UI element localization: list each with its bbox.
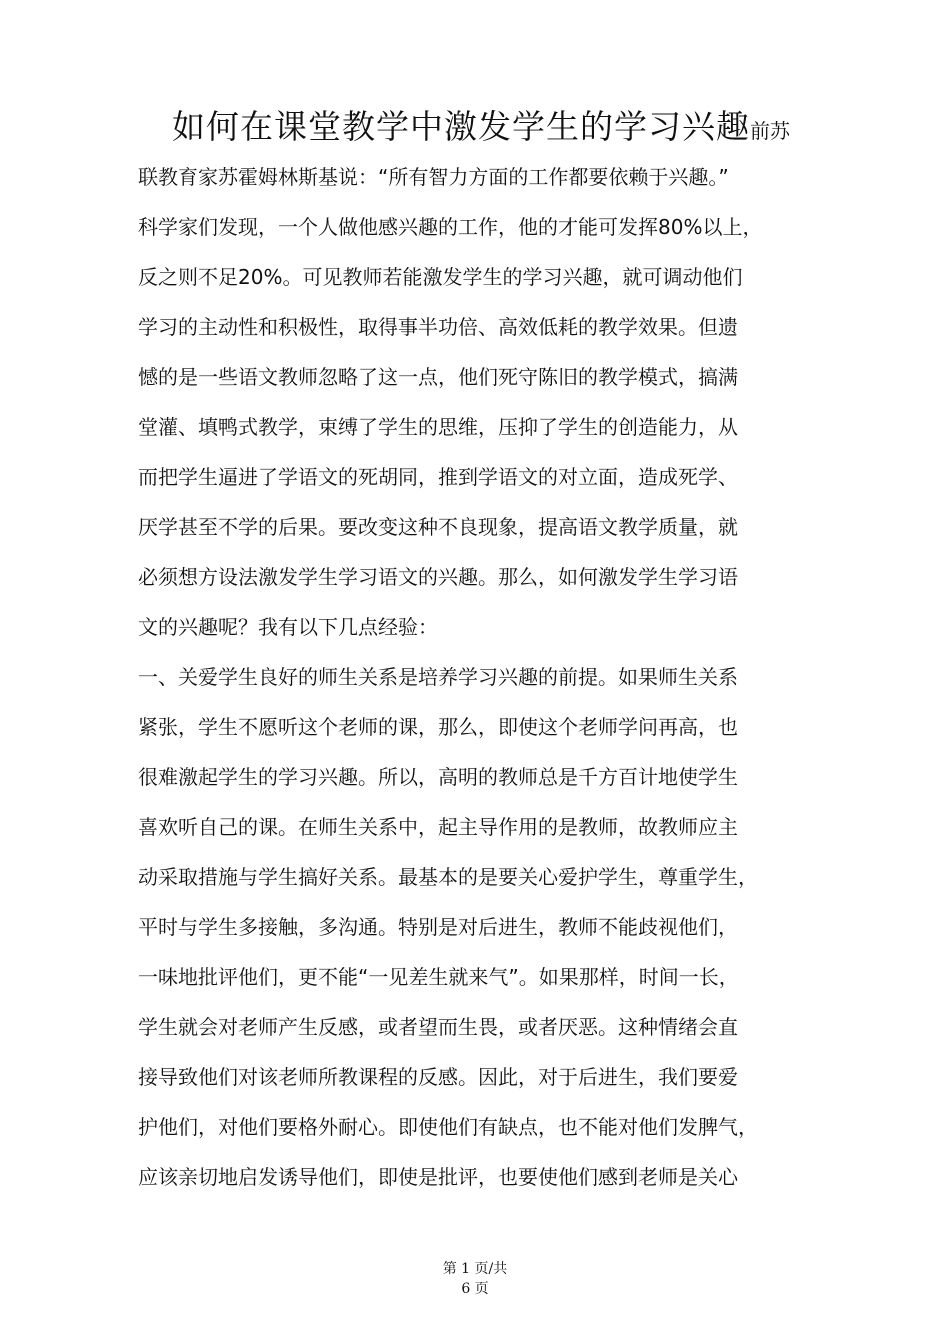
text-line: 必须想方设法激发学生学习语文的兴趣。那么，如何激发学生学习语 <box>138 565 738 589</box>
title-trailing-text: 前苏 <box>750 119 790 143</box>
text-line: 学习的主动性和积极性，取得事半功倍、高效低耗的教学效果。但遗 <box>138 315 738 339</box>
body-text <box>138 166 838 1216</box>
text-line: 文的兴趣呢？我有以下几点经验： <box>138 615 438 639</box>
text-line: 反之则不足20%。可见教师若能激发学生的学习兴趣，就可调动他们 <box>138 265 743 289</box>
text-line: 厌学甚至不学的后果。要改变这种不良现象，提高语文教学质量，就 <box>138 515 738 539</box>
text-line: 堂灌、填鸭式教学，束缚了学生的思维，压抑了学生的创造能力，从 <box>138 415 738 439</box>
text-line: 一、关爱学生良好的师生关系是培养学习兴趣的前提。如果师生关系 <box>138 665 738 689</box>
text-line: 喜欢听自己的课。在师生关系中，起主导作用的是教师，故教师应主 <box>138 815 738 839</box>
text-line: 很难激起学生的学习兴趣。所以，高明的教师总是千方百计地使学生 <box>138 765 738 789</box>
page-title: 如何在课堂教学中激发学生的学习兴趣 <box>172 107 750 146</box>
page-number-line-1: 第 1 页/共 <box>442 1261 508 1277</box>
text-line: 学生就会对老师产生反感，或者望而生畏，或者厌恶。这种情绪会直 <box>138 1015 738 1039</box>
text-line: 紧张，学生不愿听这个老师的课，那么，即使这个老师学问再高，也 <box>138 715 738 739</box>
text-line: 平时与学生多接触，多沟通。特别是对后进生，教师不能歧视他们， <box>138 915 738 939</box>
text-line: 应该亲切地启发诱导他们，即使是批评，也要使他们感到老师是关心 <box>138 1165 738 1189</box>
text-line: 动采取措施与学生搞好关系。最基本的是要关心爱护学生，尊重学生， <box>138 865 758 889</box>
text-line: 联教育家苏霍姆林斯基说：“所有智力方面的工作都要依赖于兴趣。” <box>138 165 729 189</box>
text-line: 憾的是一些语文教师忽略了这一点，他们死守陈旧的教学模式，搞满 <box>138 365 738 389</box>
text-line: 科学家们发现，一个人做他感兴趣的工作，他的才能可发挥80%以上， <box>138 215 763 239</box>
text-line: 护他们，对他们要格外耐心。即使他们有缺点，也不能对他们发脾气， <box>138 1115 758 1139</box>
text-line: 一味地批评他们，更不能“一见差生就来气”。如果那样，时间一长， <box>138 965 739 989</box>
title-row <box>138 101 838 148</box>
page-number-line-2: 6 页 <box>461 1281 489 1297</box>
text-line: 接导致他们对该老师所教课程的反感。因此，对于后进生，我们要爱 <box>138 1065 738 1089</box>
text-line: 而把学生逼进了学语文的死胡同，推到学语文的对立面，造成死学、 <box>138 465 738 489</box>
